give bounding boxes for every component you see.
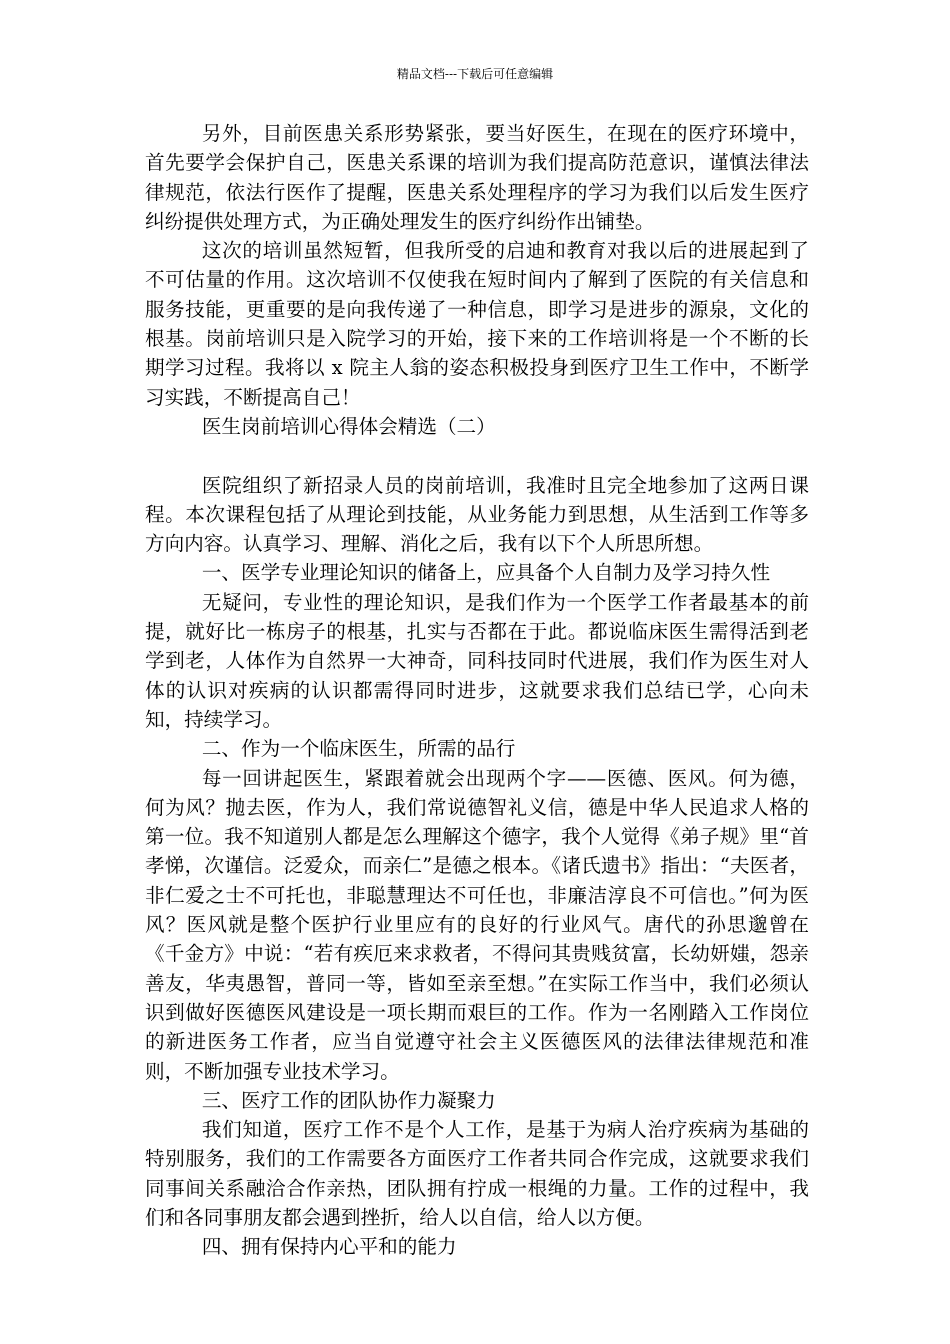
page-header: 精品文档---下载后可任意编辑: [396, 67, 554, 81]
paragraph-introduction: 医院组织了新招录人员的岗前培训，我准时且完全地参加了这两日课程。本次课程包括了从理论到技能，从业务能力到思想，从生活到工作等多方向内容。认真学习、理解、消化之后，我有以下个人所思所想。: [145, 473, 809, 556]
paragraph-point-one: 无疑问，专业性的理论知识，是我们作为一个医学工作者最基本的前提，就好比一栋房子的根基，扎实与否都在于此。都说临床医生需得活到老学到老，人体作为自然界一大神奇，同科技同时代进展，我们作为医生对人体的认识对疾病的认识都需得同时进步，这就要求我们总结已学，心向未知，持续学习。: [145, 590, 809, 731]
section-title-part-two: 医生岗前培训心得体会精选（二）: [201, 414, 496, 438]
paragraph-training-summary: 这次的培训虽然短暂，但我所受的启迪和教育对我以后的进展起到了不可估量的作用。这次培训不仅使我在短时间内了解到了医院的有关信息和服务技能，更重要的是向我传递了一种信息，即学习是进步的源泉，文化的根基。岗前培训只是入院学习的开始，接下来的工作培训将是一个不断的长期学习过程。我将以 x 院主人翁的姿态积极投身到医疗卫生工作中，不断学习实践，不断提高自己！: [145, 239, 809, 409]
heading-point-one: 一、医学专业理论知识的储备上，应具备个人自制力及学习持久性: [201, 561, 771, 585]
heading-point-four: 四、拥有保持内心平和的能力: [201, 1235, 457, 1259]
heading-point-two: 二、作为一个临床医生，所需的品行: [201, 737, 516, 761]
paragraph-point-three: 我们知道，医疗工作不是个人工作，是基于为病人治疗疾病为基础的特别服务，我们的工作需要各方面医疗工作者共同合作完成，这就要求我们同事间关系融洽合作亲热，团队拥有拧成一根绳的力量。工作的过程中，我们和各同事朋友都会遇到挫折，给人以自信，给人以方便。: [145, 1118, 809, 1229]
document-body: [145, 119, 809, 1262]
paragraph-point-two: 每一回讲起医生，紧跟着就会出现两个字——医德、医风。何为德，何为风？抛去医，作为人，我们常说德智礼义信，德是中华人民追求人格的第一位。我不知道别人都是怎么理解这个德字，我个人觉得《弟子规》里“首孝悌，次谨信。泛爱众，而亲仁”是德之根本。《诸氏遗书》指出：“夫医者，非仁爱之士不可托也，非聪慧理达不可任也，非廉洁淳良不可信也。”何为医风？医风就是整个医护行业里应有的良好的行业风气。唐代的孙思邈曾在《千金方》中说：“若有疾厄来求救者，不得问其贵贱贫富，长幼妍媸，怨亲善友，华夷愚智，普同一等，皆如至亲至想。”在实际工作当中，我们必须认识到做好医德医风建设是一项长期而艰巨的工作。作为一名刚踏入工作岗位的新进医务工作者，应当自觉遵守社会主义医德医风的法律法律规范和准则，不断加强专业技术学习。: [145, 766, 809, 1083]
blank-line: [145, 441, 809, 470]
heading-point-three: 三、医疗工作的团队协作力凝聚力: [201, 1088, 496, 1112]
paragraph-doctor-patient-relations: 另外，目前医患关系形势紧张，要当好医生，在现在的医疗环境中，首先要学会保护自己，医患关系课的培训为我们提高防范意识，谨慎法律法律规范，依法行医作了提醒，医患关系处理程序的学习为我们以后发生医疗纠纷提供处理方式，为正确处理发生的医疗纠纷作出铺垫。: [145, 122, 809, 233]
